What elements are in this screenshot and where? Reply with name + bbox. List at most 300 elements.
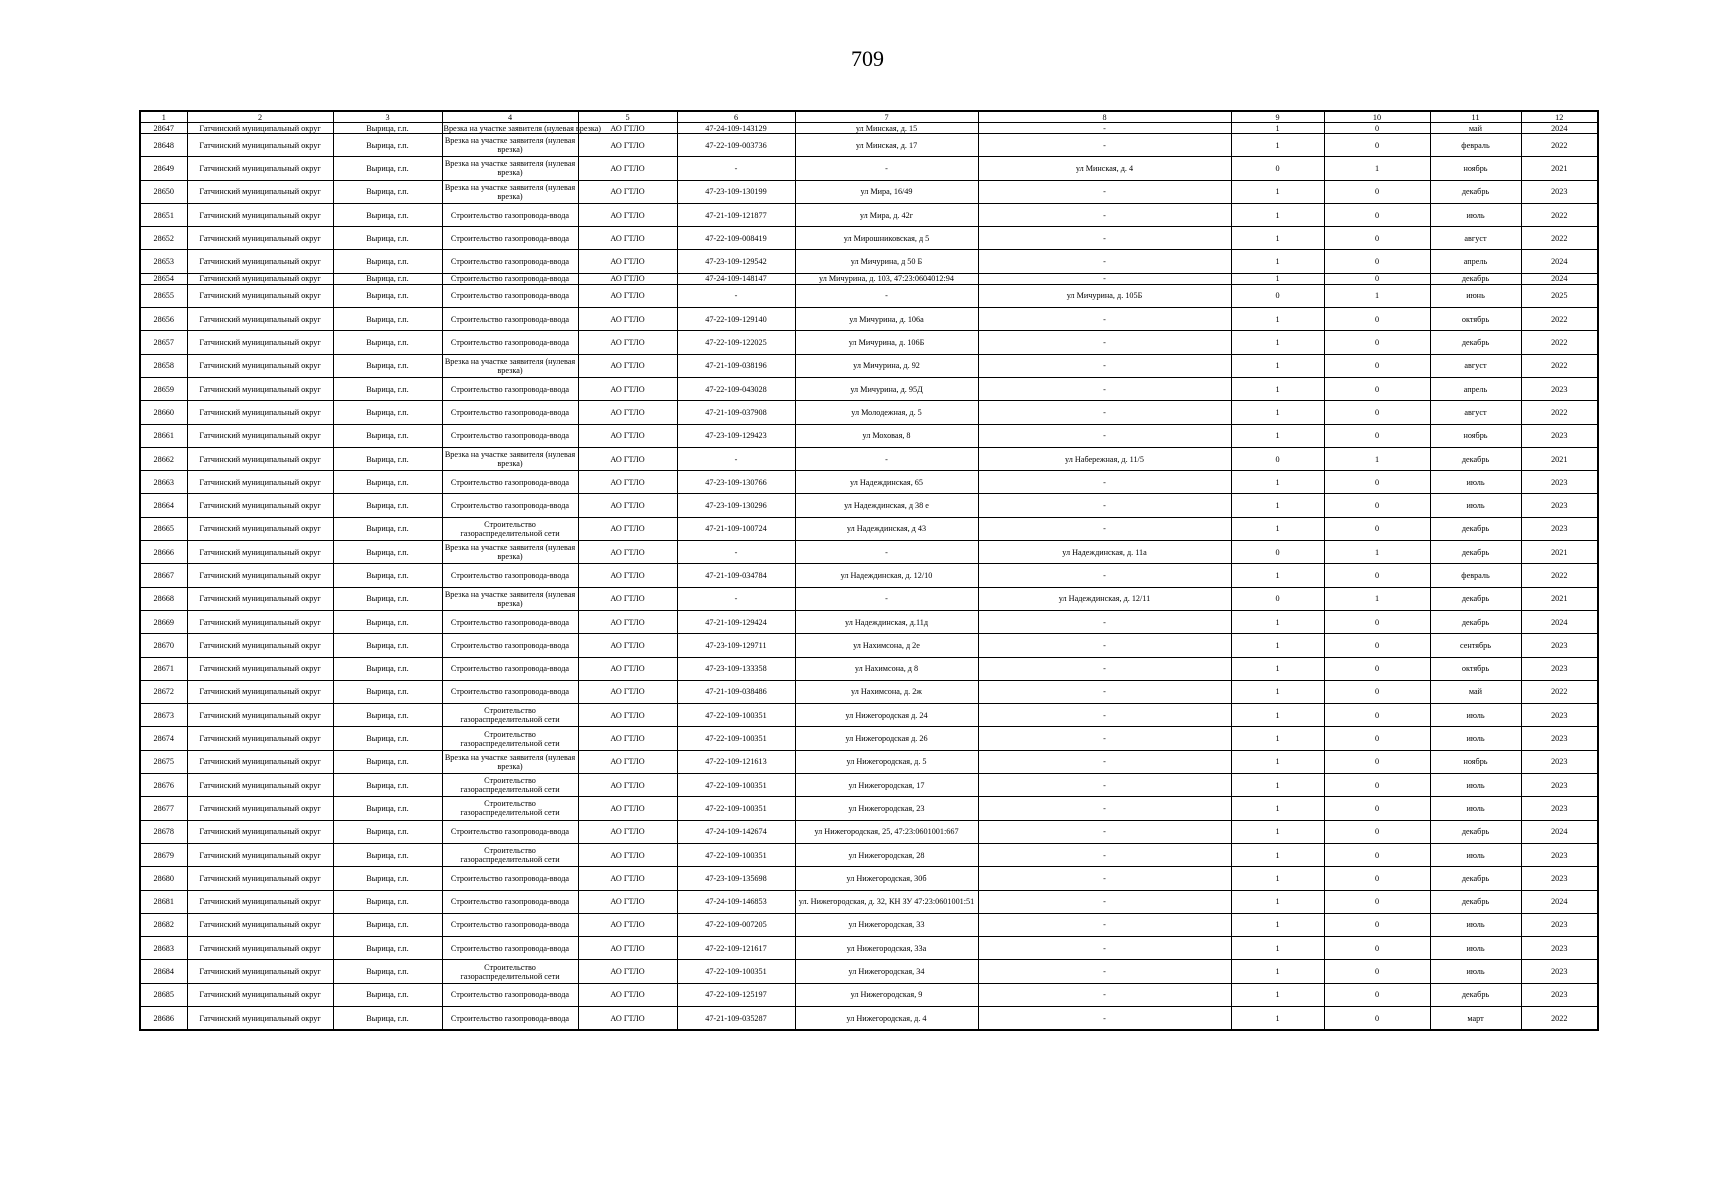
month-cell: декабрь <box>1430 180 1521 203</box>
alt-address-cell: - <box>978 937 1231 960</box>
settlement-cell: Вырица, г.п. <box>333 657 442 680</box>
row-number-cell: 28666 <box>140 541 187 564</box>
address-cell: ул Нижегородская, 34 <box>795 960 978 983</box>
count-cell: 1 <box>1231 913 1324 936</box>
application-number-cell: 47-22-109-100351 <box>677 797 795 820</box>
count-cell: 1 <box>1231 797 1324 820</box>
application-number-cell: 47-22-109-121613 <box>677 750 795 773</box>
work-type-cell: Строительство газопровода-ввода <box>442 273 578 284</box>
table-row <box>140 587 1598 610</box>
alt-address-cell: - <box>978 354 1231 377</box>
month-cell: декабрь <box>1430 983 1521 1006</box>
alt-address-cell: ул Набережная, д. 11/5 <box>978 447 1231 470</box>
page-number: 709 <box>851 46 884 71</box>
application-number-cell: 47-21-109-121877 <box>677 203 795 226</box>
organization-cell: АО ГТЛО <box>578 564 677 587</box>
row-number-cell: 28679 <box>140 843 187 866</box>
count-cell: 0 <box>1231 284 1324 307</box>
year-cell: 2024 <box>1521 123 1598 134</box>
count-cell: 1 <box>1231 774 1324 797</box>
table-row <box>140 960 1598 983</box>
work-type-cell: Врезка на участке заявителя (нулевая врезка) <box>442 157 578 180</box>
work-type-cell: Строительство газопровода-ввода <box>442 680 578 703</box>
count-cell: 1 <box>1231 820 1324 843</box>
count-cell: 1 <box>1231 227 1324 250</box>
registry-table <box>139 110 1599 1031</box>
count-cell: 1 <box>1231 680 1324 703</box>
organization-cell: АО ГТЛО <box>578 587 677 610</box>
work-type-cell: Строительство газопровода-ввода <box>442 331 578 354</box>
organization-cell: АО ГТЛО <box>578 331 677 354</box>
year-cell: 2023 <box>1521 960 1598 983</box>
work-type-cell: Врезка на участке заявителя (нулевая врезка) <box>442 750 578 773</box>
year-cell: 2023 <box>1521 937 1598 960</box>
district-cell: Гатчинский муниципальный округ <box>187 471 333 494</box>
organization-cell: АО ГТЛО <box>578 890 677 913</box>
table-row <box>140 867 1598 890</box>
table-row <box>140 727 1598 750</box>
year-cell: 2025 <box>1521 284 1598 307</box>
row-number-cell: 28678 <box>140 820 187 843</box>
work-type-cell: Врезка на участке заявителя (нулевая врезка) <box>442 447 578 470</box>
alt-address-cell: - <box>978 657 1231 680</box>
count-cell: 0 <box>1324 354 1430 377</box>
work-type-cell: Строительство газопровода-ввода <box>442 983 578 1006</box>
organization-cell: АО ГТЛО <box>578 401 677 424</box>
district-cell: Гатчинский муниципальный округ <box>187 774 333 797</box>
count-cell: 1 <box>1231 727 1324 750</box>
work-type-cell: Строительство газораспределительной сети <box>442 960 578 983</box>
settlement-cell: Вырица, г.п. <box>333 867 442 890</box>
month-cell: декабрь <box>1430 820 1521 843</box>
work-type-cell: Строительство газопровода-ввода <box>442 1006 578 1030</box>
year-cell: 2022 <box>1521 227 1598 250</box>
alt-address-cell: - <box>978 180 1231 203</box>
settlement-cell: Вырица, г.п. <box>333 913 442 936</box>
settlement-cell: Вырица, г.п. <box>333 401 442 424</box>
settlement-cell: Вырица, г.п. <box>333 610 442 633</box>
application-number-cell: 47-21-109-129424 <box>677 610 795 633</box>
column-header: 12 <box>1521 111 1598 123</box>
month-cell: ноябрь <box>1430 157 1521 180</box>
column-header: 8 <box>978 111 1231 123</box>
table-row <box>140 680 1598 703</box>
table-row <box>140 750 1598 773</box>
count-cell: 0 <box>1324 843 1430 866</box>
settlement-cell: Вырица, г.п. <box>333 494 442 517</box>
alt-address-cell: - <box>978 564 1231 587</box>
work-type-cell: Строительство газопровода-ввода <box>442 227 578 250</box>
address-cell: ул Мира, 16/49 <box>795 180 978 203</box>
district-cell: Гатчинский муниципальный округ <box>187 401 333 424</box>
application-number-cell: 47-21-109-038196 <box>677 354 795 377</box>
address-cell: ул Нижегородская д. 24 <box>795 704 978 727</box>
year-cell: 2022 <box>1521 203 1598 226</box>
year-cell: 2023 <box>1521 424 1598 447</box>
table-row <box>140 250 1598 273</box>
table-row <box>140 1006 1598 1030</box>
address-cell: ул Нахимсона, д 2е <box>795 634 978 657</box>
work-type-cell: Строительство газопровода-ввода <box>442 913 578 936</box>
organization-cell: АО ГТЛО <box>578 634 677 657</box>
district-cell: Гатчинский муниципальный округ <box>187 250 333 273</box>
address-cell: ул Мичурина, д. 106а <box>795 308 978 331</box>
address-cell: ул Минская, д. 15 <box>795 123 978 134</box>
table-row <box>140 284 1598 307</box>
count-cell: 1 <box>1231 657 1324 680</box>
address-cell: ул Моховая, 8 <box>795 424 978 447</box>
district-cell: Гатчинский муниципальный округ <box>187 354 333 377</box>
settlement-cell: Вырица, г.п. <box>333 890 442 913</box>
table-row <box>140 424 1598 447</box>
count-cell: 1 <box>1231 180 1324 203</box>
row-number-cell: 28652 <box>140 227 187 250</box>
district-cell: Гатчинский муниципальный округ <box>187 820 333 843</box>
year-cell: 2023 <box>1521 377 1598 400</box>
settlement-cell: Вырица, г.п. <box>333 250 442 273</box>
application-number-cell: 47-22-109-100351 <box>677 843 795 866</box>
alt-address-cell: - <box>978 890 1231 913</box>
application-number-cell: 47-22-109-100351 <box>677 774 795 797</box>
table-row <box>140 308 1598 331</box>
month-cell: апрель <box>1430 377 1521 400</box>
settlement-cell: Вырица, г.п. <box>333 774 442 797</box>
alt-address-cell: - <box>978 377 1231 400</box>
count-cell: 1 <box>1324 541 1430 564</box>
work-type-cell: Строительство газопровода-ввода <box>442 564 578 587</box>
district-cell: Гатчинский муниципальный округ <box>187 273 333 284</box>
month-cell: декабрь <box>1430 273 1521 284</box>
column-header: 5 <box>578 111 677 123</box>
settlement-cell: Вырица, г.п. <box>333 227 442 250</box>
application-number-cell: - <box>677 284 795 307</box>
organization-cell: АО ГТЛО <box>578 227 677 250</box>
alt-address-cell: - <box>978 331 1231 354</box>
settlement-cell: Вырица, г.п. <box>333 471 442 494</box>
settlement-cell: Вырица, г.п. <box>333 354 442 377</box>
address-cell: ул Нахимсона, д 8 <box>795 657 978 680</box>
application-number-cell: 47-23-109-135698 <box>677 867 795 890</box>
row-number-cell: 28677 <box>140 797 187 820</box>
settlement-cell: Вырица, г.п. <box>333 377 442 400</box>
organization-cell: АО ГТЛО <box>578 983 677 1006</box>
month-cell: декабрь <box>1430 587 1521 610</box>
work-type-cell: Строительство газопровода-ввода <box>442 867 578 890</box>
year-cell: 2024 <box>1521 820 1598 843</box>
address-cell: ул Минская, д. 17 <box>795 134 978 157</box>
work-type-cell: Строительство газопровода-ввода <box>442 401 578 424</box>
count-cell: 0 <box>1231 587 1324 610</box>
month-cell: июль <box>1430 727 1521 750</box>
organization-cell: АО ГТЛО <box>578 377 677 400</box>
month-cell: октябрь <box>1430 657 1521 680</box>
table-row <box>140 331 1598 354</box>
address-cell: - <box>795 447 978 470</box>
work-type-cell: Строительство газопровода-ввода <box>442 250 578 273</box>
row-number-cell: 28653 <box>140 250 187 273</box>
count-cell: 0 <box>1324 937 1430 960</box>
district-cell: Гатчинский муниципальный округ <box>187 284 333 307</box>
year-cell: 2023 <box>1521 750 1598 773</box>
year-cell: 2021 <box>1521 587 1598 610</box>
address-cell: ул Нижегородская, 9 <box>795 983 978 1006</box>
table-row <box>140 937 1598 960</box>
address-cell: ул Нижегородская, д. 5 <box>795 750 978 773</box>
count-cell: 1 <box>1231 983 1324 1006</box>
year-cell: 2022 <box>1521 354 1598 377</box>
table-row <box>140 134 1598 157</box>
table-row <box>140 354 1598 377</box>
alt-address-cell: - <box>978 203 1231 226</box>
count-cell: 1 <box>1231 203 1324 226</box>
district-cell: Гатчинский муниципальный округ <box>187 123 333 134</box>
district-cell: Гатчинский муниципальный округ <box>187 750 333 773</box>
row-number-cell: 28660 <box>140 401 187 424</box>
organization-cell: АО ГТЛО <box>578 867 677 890</box>
year-cell: 2024 <box>1521 890 1598 913</box>
row-number-cell: 28667 <box>140 564 187 587</box>
settlement-cell: Вырица, г.п. <box>333 843 442 866</box>
column-header: 7 <box>795 111 978 123</box>
district-cell: Гатчинский муниципальный округ <box>187 610 333 633</box>
alt-address-cell: ул Надеждинская, д. 12/11 <box>978 587 1231 610</box>
work-type-cell: Строительство газопровода-ввода <box>442 377 578 400</box>
count-cell: 0 <box>1324 960 1430 983</box>
count-cell: 1 <box>1231 331 1324 354</box>
table-row <box>140 377 1598 400</box>
application-number-cell: 47-21-109-038486 <box>677 680 795 703</box>
settlement-cell: Вырица, г.п. <box>333 331 442 354</box>
row-number-cell: 28681 <box>140 890 187 913</box>
table-row <box>140 913 1598 936</box>
row-number-cell: 28673 <box>140 704 187 727</box>
year-cell: 2024 <box>1521 273 1598 284</box>
month-cell: декабрь <box>1430 517 1521 540</box>
count-cell: 1 <box>1231 704 1324 727</box>
settlement-cell: Вырица, г.п. <box>333 541 442 564</box>
organization-cell: АО ГТЛО <box>578 750 677 773</box>
address-cell: ул Нахимсона, д. 2ж <box>795 680 978 703</box>
work-type-cell: Строительство газопровода-ввода <box>442 657 578 680</box>
address-cell: ул Мичурина, д. 95Д <box>795 377 978 400</box>
district-cell: Гатчинский муниципальный округ <box>187 680 333 703</box>
work-type-cell: Врезка на участке заявителя (нулевая врезка) <box>442 587 578 610</box>
application-number-cell: - <box>677 541 795 564</box>
application-number-cell: 47-22-109-007205 <box>677 913 795 936</box>
work-type-cell: Строительство газопровода-ввода <box>442 820 578 843</box>
alt-address-cell: - <box>978 843 1231 866</box>
organization-cell: АО ГТЛО <box>578 610 677 633</box>
column-header: 4 <box>442 111 578 123</box>
settlement-cell: Вырица, г.п. <box>333 203 442 226</box>
alt-address-cell: - <box>978 471 1231 494</box>
table-row <box>140 890 1598 913</box>
application-number-cell: 47-22-109-121617 <box>677 937 795 960</box>
address-cell: ул Нижегородская, 33 <box>795 913 978 936</box>
address-cell: ул Нижегородская, 30б <box>795 867 978 890</box>
alt-address-cell: - <box>978 680 1231 703</box>
application-number-cell: 47-23-109-130199 <box>677 180 795 203</box>
work-type-cell: Строительство газопровода-ввода <box>442 471 578 494</box>
count-cell: 1 <box>1231 890 1324 913</box>
organization-cell: АО ГТЛО <box>578 913 677 936</box>
organization-cell: АО ГТЛО <box>578 250 677 273</box>
year-cell: 2022 <box>1521 134 1598 157</box>
address-cell: ул Нижегородская, 28 <box>795 843 978 866</box>
year-cell: 2023 <box>1521 797 1598 820</box>
year-cell: 2023 <box>1521 983 1598 1006</box>
row-number-cell: 28661 <box>140 424 187 447</box>
alt-address-cell: - <box>978 774 1231 797</box>
district-cell: Гатчинский муниципальный округ <box>187 541 333 564</box>
count-cell: 1 <box>1324 587 1430 610</box>
month-cell: май <box>1430 680 1521 703</box>
row-number-cell: 28670 <box>140 634 187 657</box>
table-row <box>140 541 1598 564</box>
month-cell: ноябрь <box>1430 750 1521 773</box>
alt-address-cell: - <box>978 517 1231 540</box>
count-cell: 1 <box>1231 564 1324 587</box>
address-cell: ул Нижегородская, 17 <box>795 774 978 797</box>
year-cell: 2022 <box>1521 331 1598 354</box>
column-header: 6 <box>677 111 795 123</box>
count-cell: 0 <box>1324 727 1430 750</box>
alt-address-cell: ул Мичурина, д. 105Б <box>978 284 1231 307</box>
organization-cell: АО ГТЛО <box>578 203 677 226</box>
work-type-cell: Строительство газораспределительной сети <box>442 774 578 797</box>
row-number-cell: 28682 <box>140 913 187 936</box>
address-cell: ул Мичурина, д. 92 <box>795 354 978 377</box>
row-number-cell: 28651 <box>140 203 187 226</box>
alt-address-cell: - <box>978 634 1231 657</box>
alt-address-cell: - <box>978 750 1231 773</box>
alt-address-cell: ул Надеждинская, д. 11а <box>978 541 1231 564</box>
application-number-cell: 47-24-109-142674 <box>677 820 795 843</box>
alt-address-cell: - <box>978 960 1231 983</box>
settlement-cell: Вырица, г.п. <box>333 680 442 703</box>
application-number-cell: - <box>677 587 795 610</box>
district-cell: Гатчинский муниципальный округ <box>187 203 333 226</box>
month-cell: февраль <box>1430 134 1521 157</box>
application-number-cell: 47-22-109-100351 <box>677 960 795 983</box>
district-cell: Гатчинский муниципальный округ <box>187 377 333 400</box>
application-number-cell: 47-22-109-129140 <box>677 308 795 331</box>
month-cell: декабрь <box>1430 610 1521 633</box>
count-cell: 0 <box>1324 564 1430 587</box>
application-number-cell: 47-22-109-100351 <box>677 727 795 750</box>
count-cell: 1 <box>1231 494 1324 517</box>
alt-address-cell: ул Минская, д. 4 <box>978 157 1231 180</box>
month-cell: август <box>1430 227 1521 250</box>
count-cell: 1 <box>1231 308 1324 331</box>
count-cell: 1 <box>1231 517 1324 540</box>
district-cell: Гатчинский муниципальный округ <box>187 727 333 750</box>
alt-address-cell: - <box>978 123 1231 134</box>
row-number-cell: 28675 <box>140 750 187 773</box>
year-cell: 2023 <box>1521 517 1598 540</box>
application-number-cell: 47-22-109-100351 <box>677 704 795 727</box>
district-cell: Гатчинский муниципальный округ <box>187 227 333 250</box>
settlement-cell: Вырица, г.п. <box>333 424 442 447</box>
organization-cell: АО ГТЛО <box>578 308 677 331</box>
organization-cell: АО ГТЛО <box>578 517 677 540</box>
address-cell: ул Нижегородская, д. 4 <box>795 1006 978 1030</box>
column-header: 3 <box>333 111 442 123</box>
row-number-cell: 28663 <box>140 471 187 494</box>
application-number-cell: 47-23-109-130296 <box>677 494 795 517</box>
district-cell: Гатчинский муниципальный округ <box>187 843 333 866</box>
month-cell: август <box>1430 354 1521 377</box>
application-number-cell: 47-22-109-008419 <box>677 227 795 250</box>
work-type-cell: Строительство газопровода-ввода <box>442 610 578 633</box>
address-cell: ул Мичурина, д 50 Б <box>795 250 978 273</box>
count-cell: 0 <box>1324 820 1430 843</box>
work-type-cell: Строительство газопровода-ввода <box>442 937 578 960</box>
alt-address-cell: - <box>978 401 1231 424</box>
month-cell: март <box>1430 1006 1521 1030</box>
alt-address-cell: - <box>978 494 1231 517</box>
count-cell: 0 <box>1324 867 1430 890</box>
row-number-cell: 28662 <box>140 447 187 470</box>
count-cell: 1 <box>1231 960 1324 983</box>
organization-cell: АО ГТЛО <box>578 680 677 703</box>
count-cell: 1 <box>1231 937 1324 960</box>
district-cell: Гатчинский муниципальный округ <box>187 1006 333 1030</box>
table-row <box>140 447 1598 470</box>
count-cell: 1 <box>1231 843 1324 866</box>
organization-cell: АО ГТЛО <box>578 937 677 960</box>
alt-address-cell: - <box>978 820 1231 843</box>
count-cell: 0 <box>1324 401 1430 424</box>
row-number-cell: 28680 <box>140 867 187 890</box>
table-row <box>140 180 1598 203</box>
work-type-cell: Врезка на участке заявителя (нулевая врезка) <box>442 134 578 157</box>
work-type-cell: Строительство газопровода-ввода <box>442 308 578 331</box>
organization-cell: АО ГТЛО <box>578 1006 677 1030</box>
count-cell: 0 <box>1324 494 1430 517</box>
settlement-cell: Вырица, г.п. <box>333 704 442 727</box>
work-type-cell: Строительство газопровода-ввода <box>442 424 578 447</box>
year-cell: 2023 <box>1521 704 1598 727</box>
count-cell: 0 <box>1324 610 1430 633</box>
organization-cell: АО ГТЛО <box>578 273 677 284</box>
month-cell: сентябрь <box>1430 634 1521 657</box>
settlement-cell: Вырица, г.п. <box>333 634 442 657</box>
count-cell: 1 <box>1231 750 1324 773</box>
application-number-cell: 47-23-109-129542 <box>677 250 795 273</box>
count-cell: 0 <box>1324 634 1430 657</box>
organization-cell: АО ГТЛО <box>578 820 677 843</box>
count-cell: 1 <box>1231 123 1324 134</box>
application-number-cell: 47-22-109-122025 <box>677 331 795 354</box>
district-cell: Гатчинский муниципальный округ <box>187 424 333 447</box>
organization-cell: АО ГТЛО <box>578 541 677 564</box>
count-cell: 0 <box>1324 983 1430 1006</box>
year-cell: 2023 <box>1521 180 1598 203</box>
address-cell: ул Нижегородская, 23 <box>795 797 978 820</box>
address-cell: - <box>795 587 978 610</box>
address-cell: ул Надеждинская, д. 12/10 <box>795 564 978 587</box>
district-cell: Гатчинский муниципальный округ <box>187 157 333 180</box>
application-number-cell: 47-23-109-129423 <box>677 424 795 447</box>
district-cell: Гатчинский муниципальный округ <box>187 890 333 913</box>
count-cell: 0 <box>1231 157 1324 180</box>
row-number-cell: 28664 <box>140 494 187 517</box>
address-cell: - <box>795 541 978 564</box>
address-cell: ул Надеждинская, д.11д <box>795 610 978 633</box>
table-row <box>140 774 1598 797</box>
month-cell: декабрь <box>1430 541 1521 564</box>
